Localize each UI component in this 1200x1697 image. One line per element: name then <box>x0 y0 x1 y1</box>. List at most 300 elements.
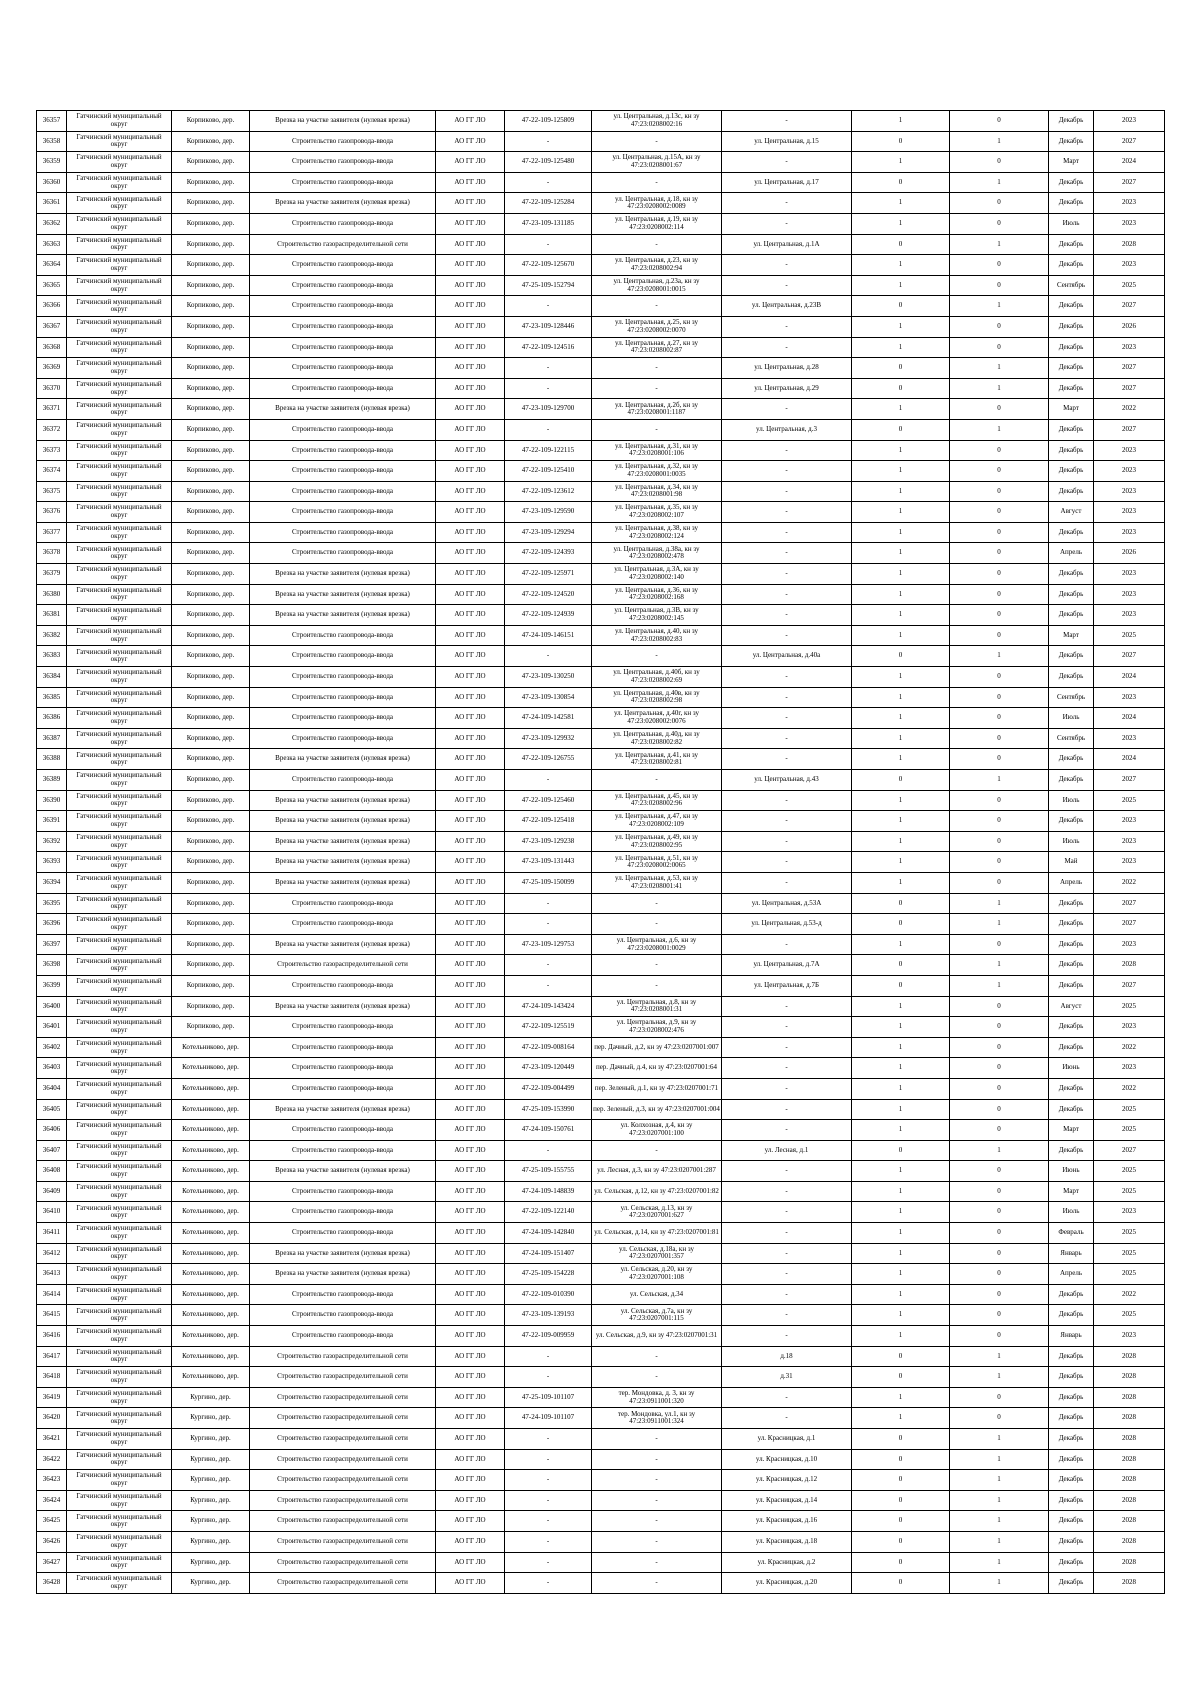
work-type-cell: Врезка на участке заявителя (нулевая врезка) <box>250 605 436 626</box>
settlement-cell: Корпиково, дер. <box>172 955 250 976</box>
district-cell: Гатчинский муниципальный округ <box>67 1429 172 1450</box>
work-type-cell: Строительство газораспределительной сети <box>250 1531 436 1552</box>
count-b-cell: 0 <box>950 1264 1049 1285</box>
table-row <box>37 461 1165 482</box>
planned-address-cell: - <box>722 708 852 729</box>
application-number-cell: 47-22-109-010390 <box>505 1284 592 1305</box>
planned-address-cell: ул. Красницкая, д.12 <box>722 1470 852 1491</box>
settlement-cell: Корпиково, дер. <box>172 522 250 543</box>
year-cell: 2027 <box>1094 646 1165 667</box>
year-cell: 2023 <box>1094 255 1165 276</box>
planned-address-cell: - <box>722 481 852 502</box>
work-type-cell: Строительство газораспределительной сети <box>250 1470 436 1491</box>
application-number-cell: 47-23-109-129590 <box>505 502 592 523</box>
object-address-cell: - <box>592 1429 722 1450</box>
settlement-cell: Корпиково, дер. <box>172 378 250 399</box>
year-cell: 2028 <box>1094 1490 1165 1511</box>
object-address-cell: ул. Сельская, д.12, кн зу 47:23:0207001:82 <box>592 1181 722 1202</box>
month-cell: Январь <box>1049 1326 1094 1347</box>
month-cell: Декабрь <box>1049 1099 1094 1120</box>
month-cell: Март <box>1049 1181 1094 1202</box>
settlement-cell: Корпиково, дер. <box>172 358 250 379</box>
count-a-cell: 1 <box>852 852 950 873</box>
planned-address-cell: - <box>722 1078 852 1099</box>
settlement-cell: Котельниково, дер. <box>172 1202 250 1223</box>
planned-address-cell: - <box>722 1099 852 1120</box>
object-address-cell: - <box>592 1573 722 1594</box>
count-a-cell: 1 <box>852 687 950 708</box>
settlement-cell: Котельниково, дер. <box>172 1037 250 1058</box>
work-type-cell: Строительство газораспределительной сети <box>250 1511 436 1532</box>
table-row <box>37 708 1165 729</box>
month-cell: Январь <box>1049 1243 1094 1264</box>
year-cell: 2025 <box>1094 1120 1165 1141</box>
application-number-cell: - <box>505 1552 592 1573</box>
work-type-cell: Строительство газопровода-ввода <box>250 893 436 914</box>
organization-cell: АО ГГ ЛО <box>436 955 505 976</box>
organization-cell: АО ГГ ЛО <box>436 708 505 729</box>
month-cell: Август <box>1049 996 1094 1017</box>
settlement-cell: Котельниково, дер. <box>172 1078 250 1099</box>
organization-cell: АО ГГ ЛО <box>436 1078 505 1099</box>
settlement-cell: Корпиково, дер. <box>172 111 250 132</box>
count-a-cell: 1 <box>852 193 950 214</box>
planned-address-cell: - <box>722 1326 852 1347</box>
planned-address-cell: - <box>722 831 852 852</box>
work-type-cell: Врезка на участке заявителя (нулевая врезка) <box>250 564 436 585</box>
work-type-cell: Строительство газораспределительной сети <box>250 1429 436 1450</box>
work-type-cell: Строительство газопровода-ввода <box>250 1017 436 1038</box>
work-type-cell: Строительство газораспределительной сети <box>250 1449 436 1470</box>
application-number-cell: 47-22-109-124520 <box>505 584 592 605</box>
count-b-cell: 0 <box>950 934 1049 955</box>
district-cell: Гатчинский муниципальный округ <box>67 872 172 893</box>
application-number-cell: 47-22-109-123612 <box>505 481 592 502</box>
application-number-cell: - <box>505 914 592 935</box>
table-row <box>37 1346 1165 1367</box>
application-number-cell: 47-22-109-122140 <box>505 1202 592 1223</box>
table-row <box>37 1017 1165 1038</box>
settlement-cell: Кургино, дер. <box>172 1573 250 1594</box>
planned-address-cell: ул. Красницкая, д.14 <box>722 1490 852 1511</box>
count-b-cell: 1 <box>950 1346 1049 1367</box>
district-cell: Гатчинский муниципальный округ <box>67 522 172 543</box>
organization-cell: АО ГГ ЛО <box>436 522 505 543</box>
organization-cell: АО ГГ ЛО <box>436 1284 505 1305</box>
work-type-cell: Строительство газопровода-ввода <box>250 1181 436 1202</box>
object-address-cell: ул. Колхозная, д.4, кн зу 47:23:0207001:100 <box>592 1120 722 1141</box>
year-cell: 2022 <box>1094 1284 1165 1305</box>
planned-address-cell: - <box>722 461 852 482</box>
object-address-cell: ул. Центральная, д.23, кн зу 47:23:0208002:94 <box>592 255 722 276</box>
row-number-cell: 36403 <box>37 1058 67 1079</box>
year-cell: 2027 <box>1094 770 1165 791</box>
work-type-cell: Врезка на участке заявителя (нулевая врезка) <box>250 1264 436 1285</box>
organization-cell: АО ГГ ЛО <box>436 1326 505 1347</box>
row-number-cell: 36415 <box>37 1305 67 1326</box>
work-type-cell: Строительство газопровода-ввода <box>250 1202 436 1223</box>
year-cell: 2028 <box>1094 1429 1165 1450</box>
table-row <box>37 543 1165 564</box>
year-cell: 2028 <box>1094 1346 1165 1367</box>
table-row <box>37 687 1165 708</box>
count-b-cell: 0 <box>950 1243 1049 1264</box>
table-row <box>37 316 1165 337</box>
year-cell: 2023 <box>1094 934 1165 955</box>
table-row <box>37 790 1165 811</box>
month-cell: Декабрь <box>1049 1387 1094 1408</box>
work-type-cell: Строительство газопровода-ввода <box>250 708 436 729</box>
object-address-cell: - <box>592 1470 722 1491</box>
table-row <box>37 872 1165 893</box>
organization-cell: АО ГГ ЛО <box>436 790 505 811</box>
object-address-cell: ул. Центральная, д.8, кн зу 47:23:0208001:31 <box>592 996 722 1017</box>
year-cell: 2025 <box>1094 1181 1165 1202</box>
month-cell: Декабрь <box>1049 1449 1094 1470</box>
planned-address-cell: ул. Центральная, д.53А <box>722 893 852 914</box>
count-a-cell: 1 <box>852 872 950 893</box>
table-row <box>37 1470 1165 1491</box>
planned-address-cell: ул. Центральная, д.40а <box>722 646 852 667</box>
year-cell: 2023 <box>1094 687 1165 708</box>
table-row <box>37 255 1165 276</box>
work-type-cell: Строительство газопровода-ввода <box>250 1058 436 1079</box>
district-cell: Гатчинский муниципальный округ <box>67 770 172 791</box>
count-a-cell: 0 <box>852 1140 950 1161</box>
object-address-cell: тер. Мондовка, д. 3, кн зу 47:23:0911001:320 <box>592 1387 722 1408</box>
application-number-cell: - <box>505 358 592 379</box>
district-cell: Гатчинский муниципальный округ <box>67 1346 172 1367</box>
work-type-cell: Строительство газораспределительной сети <box>250 955 436 976</box>
work-type-cell: Строительство газопровода-ввода <box>250 1223 436 1244</box>
district-cell: Гатчинский муниципальный округ <box>67 193 172 214</box>
table-row <box>37 749 1165 770</box>
table-row <box>37 1449 1165 1470</box>
settlement-cell: Корпиково, дер. <box>172 461 250 482</box>
application-number-cell: - <box>505 234 592 255</box>
settlement-cell: Корпиково, дер. <box>172 296 250 317</box>
count-b-cell: 1 <box>950 1429 1049 1450</box>
count-a-cell: 1 <box>852 728 950 749</box>
work-type-cell: Врезка на участке заявителя (нулевая врезка) <box>250 872 436 893</box>
district-cell: Гатчинский муниципальный округ <box>67 687 172 708</box>
year-cell: 2028 <box>1094 1511 1165 1532</box>
count-b-cell: 1 <box>950 955 1049 976</box>
work-type-cell: Строительство газопровода-ввода <box>250 1037 436 1058</box>
row-number-cell: 36390 <box>37 790 67 811</box>
planned-address-cell: ул. Центральная, д.7Б <box>722 975 852 996</box>
month-cell: Декабрь <box>1049 481 1094 502</box>
district-cell: Гатчинский муниципальный округ <box>67 461 172 482</box>
planned-address-cell: ул. Красницкая, д.2 <box>722 1552 852 1573</box>
application-number-cell: 47-22-109-125460 <box>505 790 592 811</box>
object-address-cell: - <box>592 1367 722 1388</box>
organization-cell: АО ГГ ЛО <box>436 1531 505 1552</box>
year-cell: 2022 <box>1094 872 1165 893</box>
month-cell: Май <box>1049 852 1094 873</box>
count-a-cell: 1 <box>852 1223 950 1244</box>
application-number-cell: - <box>505 1490 592 1511</box>
row-number-cell: 36362 <box>37 213 67 234</box>
application-number-cell: 47-22-109-124393 <box>505 543 592 564</box>
object-address-cell: ул. Центральная, д.40, кн зу 47:23:0208002:83 <box>592 625 722 646</box>
application-number-cell: 47-24-109-146151 <box>505 625 592 646</box>
year-cell: 2023 <box>1094 728 1165 749</box>
year-cell: 2024 <box>1094 749 1165 770</box>
count-a-cell: 1 <box>852 831 950 852</box>
month-cell: Июль <box>1049 1202 1094 1223</box>
settlement-cell: Кургино, дер. <box>172 1552 250 1573</box>
year-cell: 2027 <box>1094 296 1165 317</box>
organization-cell: АО ГГ ЛО <box>436 1202 505 1223</box>
application-number-cell: 47-22-109-009959 <box>505 1326 592 1347</box>
count-a-cell: 0 <box>852 131 950 152</box>
district-cell: Гатчинский муниципальный округ <box>67 440 172 461</box>
object-address-cell: ул. Центральная, д.40в, кн зу 47:23:0208002:98 <box>592 687 722 708</box>
application-number-cell: - <box>505 893 592 914</box>
object-address-cell: ул. Центральная, д.6, кн зу 47:23:0208001:0029 <box>592 934 722 955</box>
application-number-cell: 47-22-109-125670 <box>505 255 592 276</box>
planned-address-cell: - <box>722 852 852 873</box>
settlement-cell: Корпиково, дер. <box>172 1017 250 1038</box>
object-address-cell: ул. Центральная, д.19, кн зу 47:23:0208002:114 <box>592 213 722 234</box>
organization-cell: АО ГГ ЛО <box>436 605 505 626</box>
application-number-cell: 47-24-109-142840 <box>505 1223 592 1244</box>
district-cell: Гатчинский муниципальный округ <box>67 481 172 502</box>
count-b-cell: 0 <box>950 152 1049 173</box>
work-type-cell: Врезка на участке заявителя (нулевая врезка) <box>250 831 436 852</box>
month-cell: Сентябрь <box>1049 275 1094 296</box>
count-b-cell: 0 <box>950 1305 1049 1326</box>
object-address-cell: пер. Дачный, д.2, кн зу 47:23:0207001:007 <box>592 1037 722 1058</box>
district-cell: Гатчинский муниципальный округ <box>67 1326 172 1347</box>
row-number-cell: 36398 <box>37 955 67 976</box>
district-cell: Гатчинский муниципальный округ <box>67 378 172 399</box>
organization-cell: АО ГГ ЛО <box>436 481 505 502</box>
year-cell: 2023 <box>1094 193 1165 214</box>
table-row <box>37 1326 1165 1347</box>
count-a-cell: 1 <box>852 790 950 811</box>
count-b-cell: 0 <box>950 255 1049 276</box>
year-cell: 2027 <box>1094 172 1165 193</box>
district-cell: Гатчинский муниципальный округ <box>67 728 172 749</box>
row-number-cell: 36381 <box>37 605 67 626</box>
district-cell: Гатчинский муниципальный округ <box>67 111 172 132</box>
count-a-cell: 1 <box>852 1202 950 1223</box>
settlement-cell: Корпиково, дер. <box>172 811 250 832</box>
organization-cell: АО ГГ ЛО <box>436 687 505 708</box>
settlement-cell: Корпиково, дер. <box>172 275 250 296</box>
row-number-cell: 36383 <box>37 646 67 667</box>
count-b-cell: 1 <box>950 172 1049 193</box>
object-address-cell: ул. Лесная, д.3, кн зу 47:23:0207001:287 <box>592 1161 722 1182</box>
object-address-cell: пер. Зеленый, д.3, кн зу 47:23:0207001:004 <box>592 1099 722 1120</box>
planned-address-cell: - <box>722 1058 852 1079</box>
table-row <box>37 852 1165 873</box>
settlement-cell: Котельниково, дер. <box>172 1223 250 1244</box>
table-row <box>37 193 1165 214</box>
count-a-cell: 0 <box>852 234 950 255</box>
work-type-cell: Строительство газораспределительной сети <box>250 1573 436 1594</box>
month-cell: Декабрь <box>1049 584 1094 605</box>
table-row <box>37 1531 1165 1552</box>
month-cell: Декабрь <box>1049 770 1094 791</box>
month-cell: Декабрь <box>1049 1429 1094 1450</box>
table-row <box>37 152 1165 173</box>
organization-cell: АО ГГ ЛО <box>436 1099 505 1120</box>
settlement-cell: Котельниково, дер. <box>172 1140 250 1161</box>
district-cell: Гатчинский муниципальный округ <box>67 1573 172 1594</box>
organization-cell: АО ГГ ЛО <box>436 1305 505 1326</box>
organization-cell: АО ГГ ЛО <box>436 1037 505 1058</box>
organization-cell: АО ГГ ЛО <box>436 543 505 564</box>
settlement-cell: Корпиково, дер. <box>172 872 250 893</box>
district-cell: Гатчинский муниципальный округ <box>67 1202 172 1223</box>
planned-address-cell: ул. Центральная, д.3 <box>722 419 852 440</box>
organization-cell: АО ГГ ЛО <box>436 502 505 523</box>
object-address-cell: ул. Сельская, д.34 <box>592 1284 722 1305</box>
table-row <box>37 275 1165 296</box>
object-address-cell: - <box>592 1449 722 1470</box>
settlement-cell: Кургино, дер. <box>172 1387 250 1408</box>
month-cell: Декабрь <box>1049 1140 1094 1161</box>
year-cell: 2024 <box>1094 708 1165 729</box>
settlement-cell: Котельниково, дер. <box>172 1346 250 1367</box>
settlement-cell: Корпиково, дер. <box>172 914 250 935</box>
work-type-cell: Строительство газопровода-ввода <box>250 1326 436 1347</box>
district-cell: Гатчинский муниципальный округ <box>67 1284 172 1305</box>
application-number-cell: 47-25-109-101107 <box>505 1387 592 1408</box>
work-type-cell: Строительство газопровода-ввода <box>250 1120 436 1141</box>
count-a-cell: 1 <box>852 502 950 523</box>
application-number-cell: 47-22-109-124939 <box>505 605 592 626</box>
year-cell: 2023 <box>1094 584 1165 605</box>
organization-cell: АО ГГ ЛО <box>436 1058 505 1079</box>
district-cell: Гатчинский муниципальный округ <box>67 1037 172 1058</box>
organization-cell: АО ГГ ЛО <box>436 1449 505 1470</box>
count-a-cell: 1 <box>852 1408 950 1429</box>
month-cell: Декабрь <box>1049 358 1094 379</box>
count-b-cell: 0 <box>950 193 1049 214</box>
year-cell: 2023 <box>1094 481 1165 502</box>
organization-cell: АО ГГ ЛО <box>436 1367 505 1388</box>
table-row <box>37 1367 1165 1388</box>
year-cell: 2028 <box>1094 1449 1165 1470</box>
work-type-cell: Врезка на участке заявителя (нулевая врезка) <box>250 1243 436 1264</box>
count-a-cell: 0 <box>852 1470 950 1491</box>
count-a-cell: 0 <box>852 1552 950 1573</box>
count-a-cell: 1 <box>852 481 950 502</box>
planned-address-cell: ул. Лесная, д.1 <box>722 1140 852 1161</box>
planned-address-cell: - <box>722 687 852 708</box>
settlement-cell: Корпиково, дер. <box>172 316 250 337</box>
object-address-cell: пер. Зеленый, д.1, кн зу 47:23:0207001:71 <box>592 1078 722 1099</box>
row-number-cell: 36402 <box>37 1037 67 1058</box>
count-b-cell: 0 <box>950 337 1049 358</box>
count-a-cell: 0 <box>852 1449 950 1470</box>
table-row <box>37 1429 1165 1450</box>
object-address-cell: ул. Центральная, д.53, кн зу 47:23:0208001:41 <box>592 872 722 893</box>
row-number-cell: 36413 <box>37 1264 67 1285</box>
object-address-cell: ул. Центральная, д.38а, кн зу 47:23:0208002:478 <box>592 543 722 564</box>
table-row <box>37 1202 1165 1223</box>
count-a-cell: 0 <box>852 893 950 914</box>
work-type-cell: Строительство газопровода-ввода <box>250 275 436 296</box>
district-cell: Гатчинский муниципальный округ <box>67 1408 172 1429</box>
district-cell: Гатчинский муниципальный округ <box>67 316 172 337</box>
work-type-cell: Строительство газопровода-ввода <box>250 1078 436 1099</box>
year-cell: 2023 <box>1094 852 1165 873</box>
row-number-cell: 36387 <box>37 728 67 749</box>
row-number-cell: 36378 <box>37 543 67 564</box>
year-cell: 2028 <box>1094 1367 1165 1388</box>
row-number-cell: 36363 <box>37 234 67 255</box>
organization-cell: АО ГГ ЛО <box>436 852 505 873</box>
settlement-cell: Котельниково, дер. <box>172 1161 250 1182</box>
table-row <box>37 111 1165 132</box>
district-cell: Гатчинский муниципальный округ <box>67 1552 172 1573</box>
row-number-cell: 36421 <box>37 1429 67 1450</box>
organization-cell: АО ГГ ЛО <box>436 1120 505 1141</box>
district-cell: Гатчинский муниципальный округ <box>67 893 172 914</box>
district-cell: Гатчинский муниципальный округ <box>67 399 172 420</box>
object-address-cell: ул. Центральная, д.47, кн зу 47:23:0208002:109 <box>592 811 722 832</box>
row-number-cell: 36393 <box>37 852 67 873</box>
month-cell: Декабрь <box>1049 646 1094 667</box>
settlement-cell: Котельниково, дер. <box>172 1181 250 1202</box>
table-row <box>37 522 1165 543</box>
month-cell: Декабрь <box>1049 440 1094 461</box>
planned-address-cell: - <box>722 667 852 688</box>
settlement-cell: Корпиково, дер. <box>172 852 250 873</box>
month-cell: Декабрь <box>1049 1470 1094 1491</box>
count-a-cell: 1 <box>852 1305 950 1326</box>
settlement-cell: Котельниково, дер. <box>172 1120 250 1141</box>
object-address-cell: ул. Центральная, д.41, кн зу 47:23:0208002:81 <box>592 749 722 770</box>
table-row <box>37 1058 1165 1079</box>
organization-cell: АО ГГ ЛО <box>436 337 505 358</box>
organization-cell: АО ГГ ЛО <box>436 1552 505 1573</box>
planned-address-cell: - <box>722 749 852 770</box>
count-a-cell: 1 <box>852 399 950 420</box>
application-number-cell: 47-22-109-125480 <box>505 152 592 173</box>
application-number-cell: 47-23-109-131443 <box>505 852 592 873</box>
table-row <box>37 1037 1165 1058</box>
year-cell: 2024 <box>1094 152 1165 173</box>
application-number-cell: - <box>505 975 592 996</box>
count-b-cell: 0 <box>950 687 1049 708</box>
table-row <box>37 605 1165 626</box>
work-type-cell: Строительство газопровода-ввода <box>250 667 436 688</box>
row-number-cell: 36370 <box>37 378 67 399</box>
object-address-cell: - <box>592 234 722 255</box>
planned-address-cell: ул. Центральная, д.29 <box>722 378 852 399</box>
settlement-cell: Корпиково, дер. <box>172 605 250 626</box>
organization-cell: АО ГГ ЛО <box>436 152 505 173</box>
count-a-cell: 1 <box>852 461 950 482</box>
application-number-cell: - <box>505 1346 592 1367</box>
application-number-cell: 47-22-109-125418 <box>505 811 592 832</box>
count-a-cell: 0 <box>852 378 950 399</box>
settlement-cell: Корпиково, дер. <box>172 687 250 708</box>
organization-cell: АО ГГ ЛО <box>436 1387 505 1408</box>
planned-address-cell: - <box>722 440 852 461</box>
count-b-cell: 1 <box>950 419 1049 440</box>
object-address-cell: - <box>592 1346 722 1367</box>
count-a-cell: 1 <box>852 667 950 688</box>
year-cell: 2028 <box>1094 1408 1165 1429</box>
settlement-cell: Корпиково, дер. <box>172 893 250 914</box>
